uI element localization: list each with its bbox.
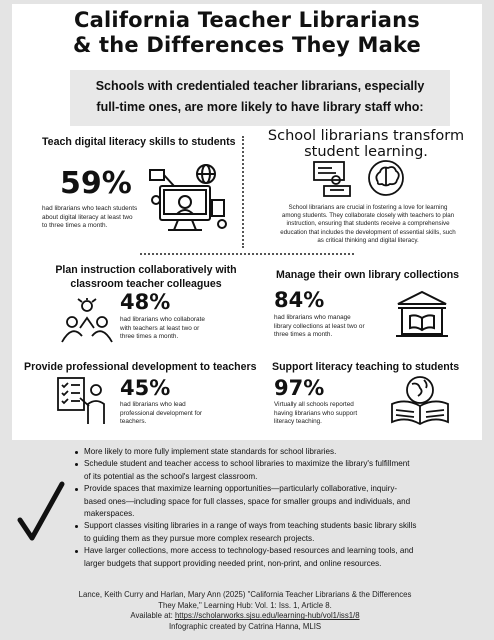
pd-text-2: professional development for xyxy=(120,409,203,417)
open-book-globe-icon xyxy=(388,374,452,428)
library-building-icon xyxy=(394,290,450,340)
list-item-line: Support classes visiting libraries in a range of ways from teaching students basic library skills xyxy=(84,521,417,531)
transform-title-2: student learning. xyxy=(304,144,428,160)
pd-heading: Provide professional development to teachers xyxy=(24,361,257,373)
list-item-line: makerspaces. xyxy=(84,509,135,519)
list-item xyxy=(72,446,484,458)
list-item xyxy=(72,483,484,520)
collections-heading: Manage their own library collections xyxy=(276,269,460,281)
citation-line-1: Lance, Keith Curry and Harlan, Mary Ann (2025) "California Teacher Librarians & the Differences xyxy=(78,590,412,599)
plan-stat: 48% xyxy=(120,290,171,314)
transform-body-1: School librarians are crucial in fostering a love for learning xyxy=(288,204,448,211)
pd-stat: 45% xyxy=(120,376,171,400)
list-item-line: of its potential as the school's largest classroom. xyxy=(84,471,258,481)
collections-stat: 84% xyxy=(274,288,325,312)
collaboration-people-icon xyxy=(60,298,114,344)
teacher-board-icon xyxy=(312,160,356,198)
list-item xyxy=(72,545,484,570)
digital-literacy-text-3: to three times a month. xyxy=(42,222,108,230)
support-text-3: literacy teaching. xyxy=(274,418,322,426)
lead-line-1: Schools with credentialed teacher librarians, especially xyxy=(95,79,425,93)
collections-text-1: had librarians who manage xyxy=(274,314,351,321)
list-item xyxy=(72,520,484,545)
page-title xyxy=(0,8,494,58)
brain-icon xyxy=(366,158,406,198)
pd-text-3: teachers. xyxy=(120,418,147,426)
digital-literacy-text-1: had librarians who teach students xyxy=(42,205,138,212)
support-text xyxy=(274,401,357,427)
pd-text xyxy=(120,401,202,427)
collections-text xyxy=(274,314,365,340)
support-stat: 97% xyxy=(274,376,325,400)
citation xyxy=(40,590,450,632)
collections-text-2: library collections at least two or xyxy=(274,322,365,330)
citation-line-3 xyxy=(40,611,450,622)
transform-body xyxy=(258,204,478,245)
plan-heading-2: classroom teacher colleagues xyxy=(70,278,222,290)
plan-text-3: three times a month. xyxy=(120,333,179,341)
plan-text-2: with teachers at least two or xyxy=(120,324,200,332)
plan-text-1: had librarians who collaborate xyxy=(120,316,205,323)
pd-text-1: had librarians who lead xyxy=(120,401,186,408)
plan-heading xyxy=(46,263,246,291)
title-line-2: & the Differences They Make xyxy=(73,33,421,57)
computer-globe-icon xyxy=(150,160,230,240)
list-item-line: larger budgets that support providing needed print, non-print, and online resources. xyxy=(84,558,382,568)
list-item-line: based ones—including space for full classes, space for smaller groups and individuals, and xyxy=(84,496,411,506)
lead-banner xyxy=(70,70,450,126)
digital-literacy-heading: Teach digital literacy skills to students xyxy=(42,136,236,148)
support-heading: Support literacy teaching to students xyxy=(272,361,460,373)
digital-literacy-text-2: about digital literacy at least two xyxy=(42,213,133,221)
transform-title xyxy=(252,128,480,160)
digital-literacy-stat: 59% xyxy=(60,166,132,201)
support-text-1: Virtually all schools reported xyxy=(274,401,354,408)
collections-text-3: three times a month. xyxy=(274,331,333,339)
list-item-line: to guiding them as they pursue more complex research projects. xyxy=(84,533,315,543)
list-item-line: Have larger collections, more access to technology-based resources and learning tools, and xyxy=(84,546,414,556)
plan-text xyxy=(120,316,205,342)
transform-body-3: instruction, ensuring that students receive a comprehensive xyxy=(286,220,450,228)
plan-heading-1: Plan instruction collaboratively with xyxy=(55,264,237,276)
citation-line-2: They Make," Learning Hub: Vol. 1: Iss. 1, Article 8. xyxy=(158,600,332,610)
citation-credit: Infographic created by Catrina Hanna, MLIS xyxy=(168,621,322,631)
list-item-line: More likely to more fully implement state standards for school libraries. xyxy=(84,447,337,456)
vertical-divider xyxy=(242,136,244,248)
lead-line-2: full-time ones, are more likely to have library staff who: xyxy=(96,100,424,114)
list-item xyxy=(72,458,484,483)
citation-link[interactable]: https://scholarworks.sjsu.edu/learning-hub/vol1/iss1/8 xyxy=(174,611,360,621)
presenter-checklist-icon xyxy=(56,376,110,426)
support-text-2: having librarians who support xyxy=(274,409,358,417)
transform-body-2: among students. They collaborate closely with teachers to plan xyxy=(281,212,455,220)
title-line-1: California Teacher Librarians xyxy=(74,8,420,32)
horizontal-divider xyxy=(140,253,354,255)
benefits-list xyxy=(72,446,484,570)
checkmark-icon xyxy=(18,482,64,542)
digital-literacy-text xyxy=(42,205,137,231)
list-item-line: Provide spaces that maximize learning opportunities—particularly collaborative, inquiry- xyxy=(84,484,398,494)
citation-available-label: Available at: xyxy=(130,611,175,621)
list-item-line: Schedule student and teacher access to school libraries to maximize the library's fulfillment xyxy=(84,459,410,469)
transform-body-5: as critical thinking and digital literacy. xyxy=(317,236,419,244)
transform-body-4: education that includes the development of essential skills, such xyxy=(280,228,456,236)
transform-title-1: School librarians transform xyxy=(267,128,465,144)
